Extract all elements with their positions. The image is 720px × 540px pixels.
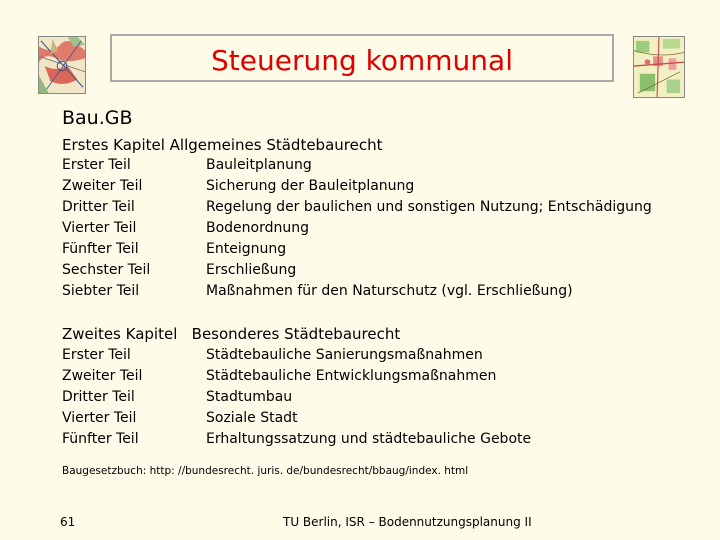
zoning-map-icon: [633, 36, 685, 98]
part-description: Enteignung: [206, 241, 287, 257]
list-item: [0, 283, 720, 303]
list-item: [0, 157, 720, 177]
list-item: [0, 241, 720, 261]
section-heading: Bau.GB: [62, 107, 133, 129]
list-item: [0, 178, 720, 198]
part-name: Sechster Teil: [62, 262, 151, 278]
part-name: Vierter Teil: [62, 220, 137, 236]
list-item: [0, 347, 720, 367]
part-name: Fünfter Teil: [62, 431, 139, 447]
part-description: Erhaltungssatzung und städtebauliche Gebote: [206, 431, 532, 447]
chapter-2-title: Zweites Kapitel Besonderes Städtebaurecht: [62, 325, 401, 343]
part-name: Zweiter Teil: [62, 368, 143, 384]
part-description: Bodenordnung: [206, 220, 310, 236]
part-name: Vierter Teil: [62, 410, 137, 426]
part-name: Erster Teil: [62, 347, 131, 363]
city-map-icon: [38, 36, 86, 94]
part-name: Dritter Teil: [62, 389, 135, 405]
chapter-1-title: Erstes Kapitel Allgemeines Städtebaurecht: [62, 136, 383, 154]
source-citation: Baugesetzbuch: http: //bundesrecht. juris. de/bundesrecht/bbaug/index. html: [62, 465, 469, 477]
list-item: [0, 220, 720, 240]
list-item: [0, 410, 720, 430]
part-name: Erster Teil: [62, 157, 131, 173]
list-item: [0, 368, 720, 388]
part-description: Stadtumbau: [206, 389, 293, 405]
part-name: Siebter Teil: [62, 283, 140, 299]
part-description: Erschließung: [206, 262, 297, 278]
page-number: 61: [60, 515, 76, 529]
page-title: Steuerung kommunal: [211, 44, 513, 77]
part-description: Bauleitplanung: [206, 157, 312, 173]
part-description: Regelung der baulichen und sonstigen Nutzung; Entschädigung: [206, 199, 652, 215]
list-item: [0, 199, 720, 219]
part-description: Soziale Stadt: [206, 410, 298, 426]
footer-text: TU Berlin, ISR – Bodennutzungsplanung II: [283, 515, 532, 529]
part-name: Zweiter Teil: [62, 178, 143, 194]
list-item: [0, 262, 720, 282]
part-description: Maßnahmen für den Naturschutz (vgl. Erschließung): [206, 283, 573, 299]
part-name: Dritter Teil: [62, 199, 135, 215]
part-description: Städtebauliche Sanierungsmaßnahmen: [206, 347, 483, 363]
title-box: [110, 34, 614, 82]
list-item: [0, 431, 720, 451]
part-description: Sicherung der Bauleitplanung: [206, 178, 415, 194]
list-item: [0, 389, 720, 409]
part-description: Städtebauliche Entwicklungsmaßnahmen: [206, 368, 497, 384]
part-name: Fünfter Teil: [62, 241, 139, 257]
